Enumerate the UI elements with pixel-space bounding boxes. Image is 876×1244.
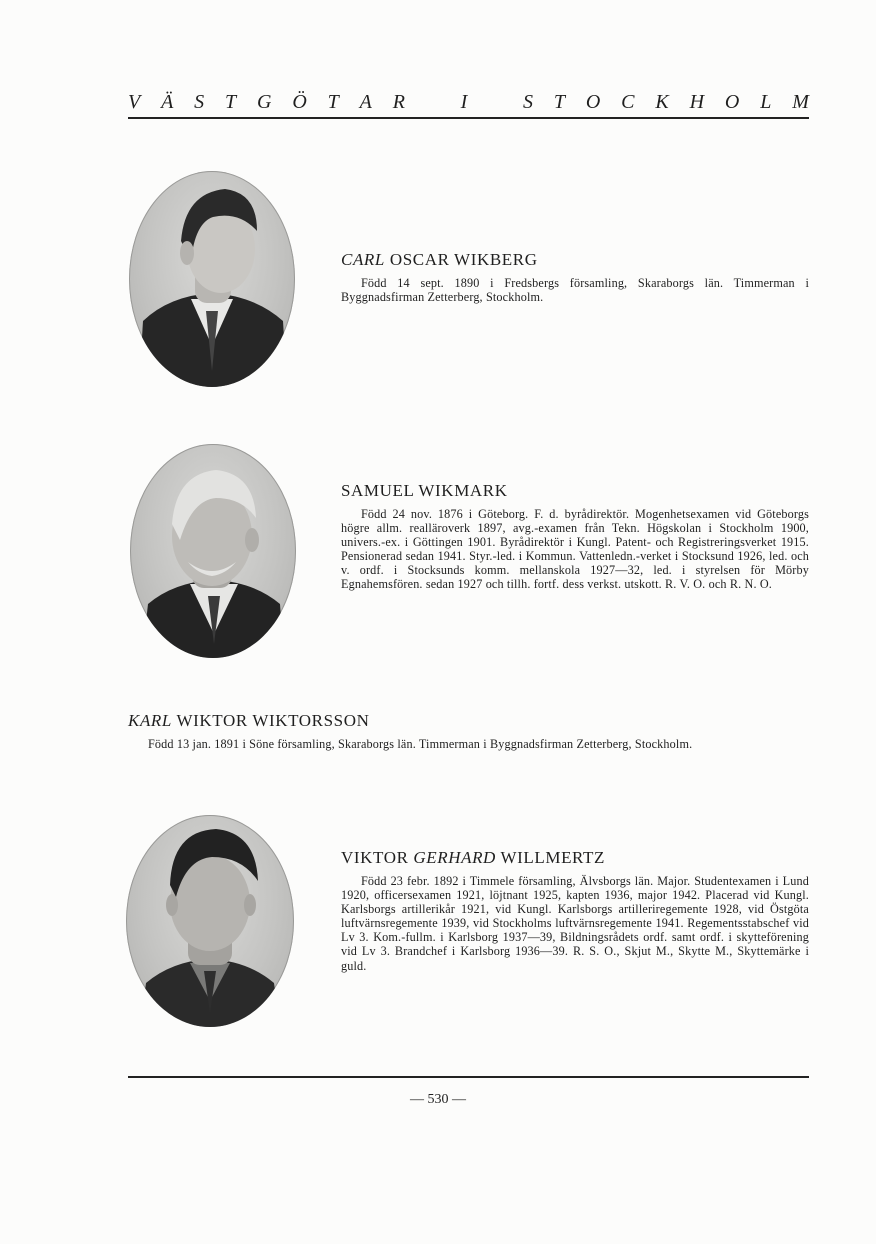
biography-text: Född 13 jan. 1891 i Söne församling, Skaraborgs län. Timmerman i Byggnadsfirman Zetterberg, Stockholm.	[148, 737, 693, 751]
name-text: WILLMERTZ	[495, 848, 605, 867]
header-letter: V	[128, 91, 141, 113]
biography-text: Född 24 nov. 1876 i Göteborg. F. d. byrådirektör. Mogenhetsexamen vid Göteborgs högre allm. realläroverk 1897, avg.-examen från Tekn. Högskolan i Stockholm 1900, univers.-ex. i Göttingen 1901. Byrådirektör i Kungl. Patent- och Registreringsverket 1915. Pensionerad sedan 1941. Styr.-led. i Kommun. Vattenledn.-verket i Stocksund 1926, led. och v. ordf. i Stocksunds komm. mellanskola 1927—32, led. i styrelsen för Mörby Egnahemsfören. sedan 1927 och tillh. fortf. dess verkst. utskott. R. V. O. och R. N. O.	[341, 507, 809, 592]
name-text: VIKTOR	[341, 848, 414, 867]
name-text: SAMUEL WIKMARK	[341, 481, 508, 500]
header-letter: R	[392, 91, 405, 113]
page-number: — 530 —	[410, 1092, 466, 1107]
header-letter: H	[689, 91, 705, 113]
biography-text: Född 14 sept. 1890 i Fredsbergs församling, Skaraborgs län. Timmerman i Byggnadsfirman Zetterberg, Stockholm.	[341, 276, 809, 305]
header-letter: S	[194, 91, 205, 113]
footer-rule	[128, 1076, 809, 1078]
header-letter: C	[621, 91, 635, 113]
running-header	[128, 88, 809, 114]
header-letter: T	[225, 91, 237, 113]
biography-entry	[341, 481, 809, 592]
header-letter: Ä	[161, 91, 174, 113]
header-letter: G	[257, 91, 272, 113]
person-name	[128, 711, 809, 731]
name-text: WIKTOR WIKTORSSON	[171, 711, 370, 730]
header-word: I	[460, 91, 468, 113]
header-letter: T	[327, 91, 339, 113]
name-italic: GERHARD	[413, 848, 496, 867]
header-letter: M	[792, 91, 809, 113]
name-italic: KARL	[128, 711, 172, 730]
header-rule	[128, 117, 809, 119]
portrait-photo	[130, 444, 296, 658]
portrait-photo	[126, 815, 294, 1027]
biography-entry	[341, 848, 809, 973]
header-letter: Ö	[292, 91, 307, 113]
name-italic: CARL	[341, 250, 385, 269]
header-letter: A	[359, 91, 372, 113]
portrait-photo	[129, 171, 295, 387]
biography-entry	[341, 250, 809, 304]
person-name	[341, 481, 809, 501]
biography-entry	[128, 711, 809, 751]
biography-text: Född 23 febr. 1892 i Timmele församling, Älvsborgs län. Major. Studentexamen i Lund 1920, officersexamen 1921, löjtnant 1925, kapten 1936, major 1942. Placerad vid Kungl. Karlsborgs artillerikår 1921, vid Kungl. Karlsborgs artilleriregemente 1928, vid Östgöta luftvärnsregemente 1939, vid Stockholms luftvärnsregemente 1941. Regementsstabschef vid Lv 3. Kom.-fullm. i Karlsborg 1937—39, Bildningsrådets ordf. samt ordf. i skytteförening vid Lv 3. Brandchef i Karlsborg 1936—39. R. S. O., Skjut M., Skytte M., Skyttemärke i guld.	[341, 874, 809, 973]
name-text: OSCAR WIKBERG	[384, 250, 538, 269]
header-letter: L	[760, 91, 772, 113]
header-letter: T	[553, 91, 565, 113]
header-letter: O	[724, 91, 740, 113]
person-name	[341, 250, 809, 270]
header-letter: K	[655, 91, 669, 113]
header-letter: O	[585, 91, 601, 113]
header-letter: S	[523, 91, 534, 113]
person-name	[341, 848, 809, 868]
